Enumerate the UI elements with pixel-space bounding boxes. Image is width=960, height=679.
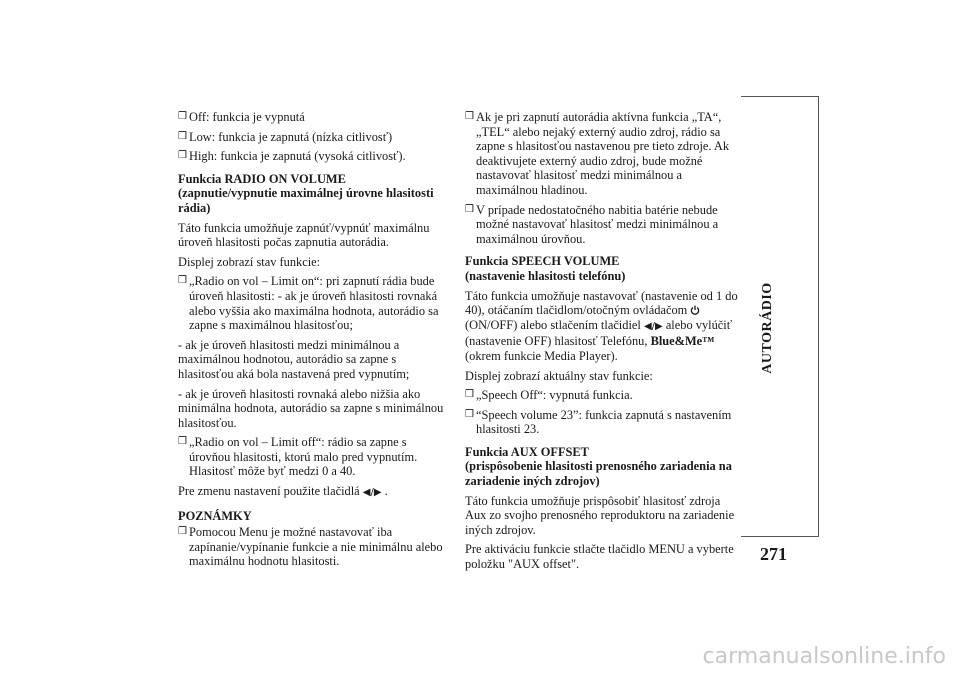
list-item — [178, 130, 450, 145]
section-subheading: (nastavenie hlasitosti telefónu) — [465, 268, 626, 283]
list-item-text: „Radio on vol – Limit on“: pri zapnutí rádia bude úroveň hlasitosti: - ak je úroveň hlasitosti rovnaká alebo vyššia ako maximálna hodnota, autorádio sa zapne s maximálnou hlasitosťou; — [189, 274, 439, 333]
list-item-text: „Speech Off“: vypnutá funkcia. — [476, 388, 633, 403]
paragraph: Pre aktiváciu funkcie stlačte tlačidlo MENU a vyberte položku "AUX offset". — [465, 542, 734, 572]
bullet-box-icon: ❒ — [465, 111, 474, 122]
paragraph: - ak je úroveň hlasitosti medzi minimálnou a maximálnou hodnotou, autorádio sa zapne s hlasitosťou aká bola nastavená pred vypnutím; — [178, 337, 410, 381]
bullet-box-icon: ❒ — [178, 436, 187, 448]
bullet-box-icon: ❒ — [465, 203, 474, 215]
paragraph-text: (okrem funkcie Media Player). — [465, 348, 618, 363]
paragraph-text: (ON/OFF) alebo stlačením tlačidiel — [465, 317, 641, 332]
bullet-box-icon: ❒ — [178, 526, 187, 538]
section-heading: Funkcia AUX OFFSET — [465, 444, 589, 459]
section-subheading: (zapnutie/vypnutie maximálnej úrovne hlasitosti rádia) — [178, 186, 434, 215]
tab-vertical-rule — [818, 96, 819, 536]
list-item-text: Low: funkcia je zapnutá (nízka citlivosť) — [189, 129, 393, 144]
section-heading: Funkcia RADIO ON VOLUME — [178, 171, 346, 186]
list-item — [178, 435, 450, 479]
period: . — [381, 484, 388, 499]
list-item — [178, 110, 450, 125]
left-column — [178, 110, 450, 574]
tab-bottom-rule — [741, 536, 819, 537]
bullet-box-icon: ❒ — [465, 408, 474, 420]
paragraph: Displej zobrazí aktuálny stav funkcie: — [465, 368, 653, 383]
left-right-arrows-icon: ◀/▶ — [643, 320, 663, 332]
list-item-text: Ak je pri zapnutí autorádia aktívna funkcia „TA“, „TEL“ alebo nejaký externý audio zdroj, rádio sa zapne s hlasitosťou nastavenou pre tieto zdroje. Ak deaktivujete externý audio zdroj, bude možné nastavovať hlasitosť medzi minimálnou a maximálnou hladinou. — [476, 110, 730, 197]
section-heading: Funkcia SPEECH VOLUME — [465, 254, 620, 269]
paragraph: Displej zobrazí stav funkcie: — [178, 254, 321, 269]
paragraph-text: Táto funkcia umožňuje nastavovať (nastavenie od 1 do 40), otáčaním tlačidlom/otočným ovládačom — [465, 288, 738, 318]
list-item-text: Pomocou Menu je možné nastavovať iba zapínanie/vypínanie funkcie a nie minimálnu alebo maximálnu hodnotu hlasitosti. — [189, 525, 443, 569]
bullet-box-icon: ❒ — [465, 389, 474, 401]
paragraph — [465, 289, 741, 364]
paragraph: Táto funkcia umožňuje prispôsobiť hlasitosť zdroja Aux zo svojho prenosného reproduktoru na zariadenie iných zdrojov. — [465, 493, 735, 537]
list-item-text: Off: funkcia je vypnutá — [189, 110, 305, 124]
list-item-text: V prípade nedostatočného nabitia batérie nebude možné nastavovať hlasitosť medzi minimálnou a maximálnou úrovňou. — [476, 202, 719, 246]
bullet-box-icon: ❒ — [178, 150, 187, 162]
tab-top-rule — [741, 96, 819, 97]
notes-heading: POZNÁMKY — [178, 508, 252, 523]
list-item — [465, 110, 741, 198]
left-right-arrows-icon: ◀/▶ — [362, 487, 382, 499]
paragraph-text: Pre zmenu nastavení použite tlačidlá — [178, 484, 360, 499]
list-item — [465, 408, 741, 437]
list-item — [178, 274, 450, 332]
list-item — [465, 203, 741, 247]
brand-name: Blue&Me™ — [650, 334, 715, 349]
list-item — [465, 388, 741, 403]
bullet-box-icon: ❒ — [178, 130, 187, 142]
list-item — [178, 525, 450, 569]
page-number: 271 — [760, 544, 787, 564]
paragraph: Táto funkcia umožňuje zapnúť/vypnúť maximálnu úroveň hlasitosti počas zapnutia autorádia. — [178, 220, 430, 250]
power-knob-icon — [690, 305, 700, 315]
bullet-box-icon: ❒ — [178, 111, 187, 122]
right-column — [465, 110, 741, 577]
watermark: carmanualsonline.info — [702, 644, 946, 669]
list-item-text: “Speech volume 23”: funkcia zapnutá s nastavením hlasitosti 23. — [476, 407, 732, 437]
list-item-text: High: funkcia je zapnutá (vysoká citlivosť). — [189, 149, 406, 164]
bullet-box-icon: ❒ — [178, 275, 187, 287]
list-item-text: „Radio on vol – Limit off“: rádio sa zapne s úrovňou hlasitosti, ktorú malo pred vypnutím. Hlasitosť môže byť medzi 0 a 40. — [189, 435, 418, 479]
section-subheading: (prispôsobenie hlasitosti prenosného zariadenia na zariadenie iných zdrojov) — [465, 459, 732, 489]
paragraph-text: alebo vylúčiť (nastavenie OFF) hlasitosť Telefónu, — [465, 317, 733, 349]
paragraph — [178, 484, 450, 501]
chapter-label: AUTORÁDIO — [760, 282, 775, 374]
paragraph: - ak je úroveň hlasitosti rovnaká alebo nižšia ako minimálna hodnota, autorádio sa zapne s minimálnou hlasitosťou. — [178, 386, 444, 430]
list-item — [178, 149, 450, 164]
